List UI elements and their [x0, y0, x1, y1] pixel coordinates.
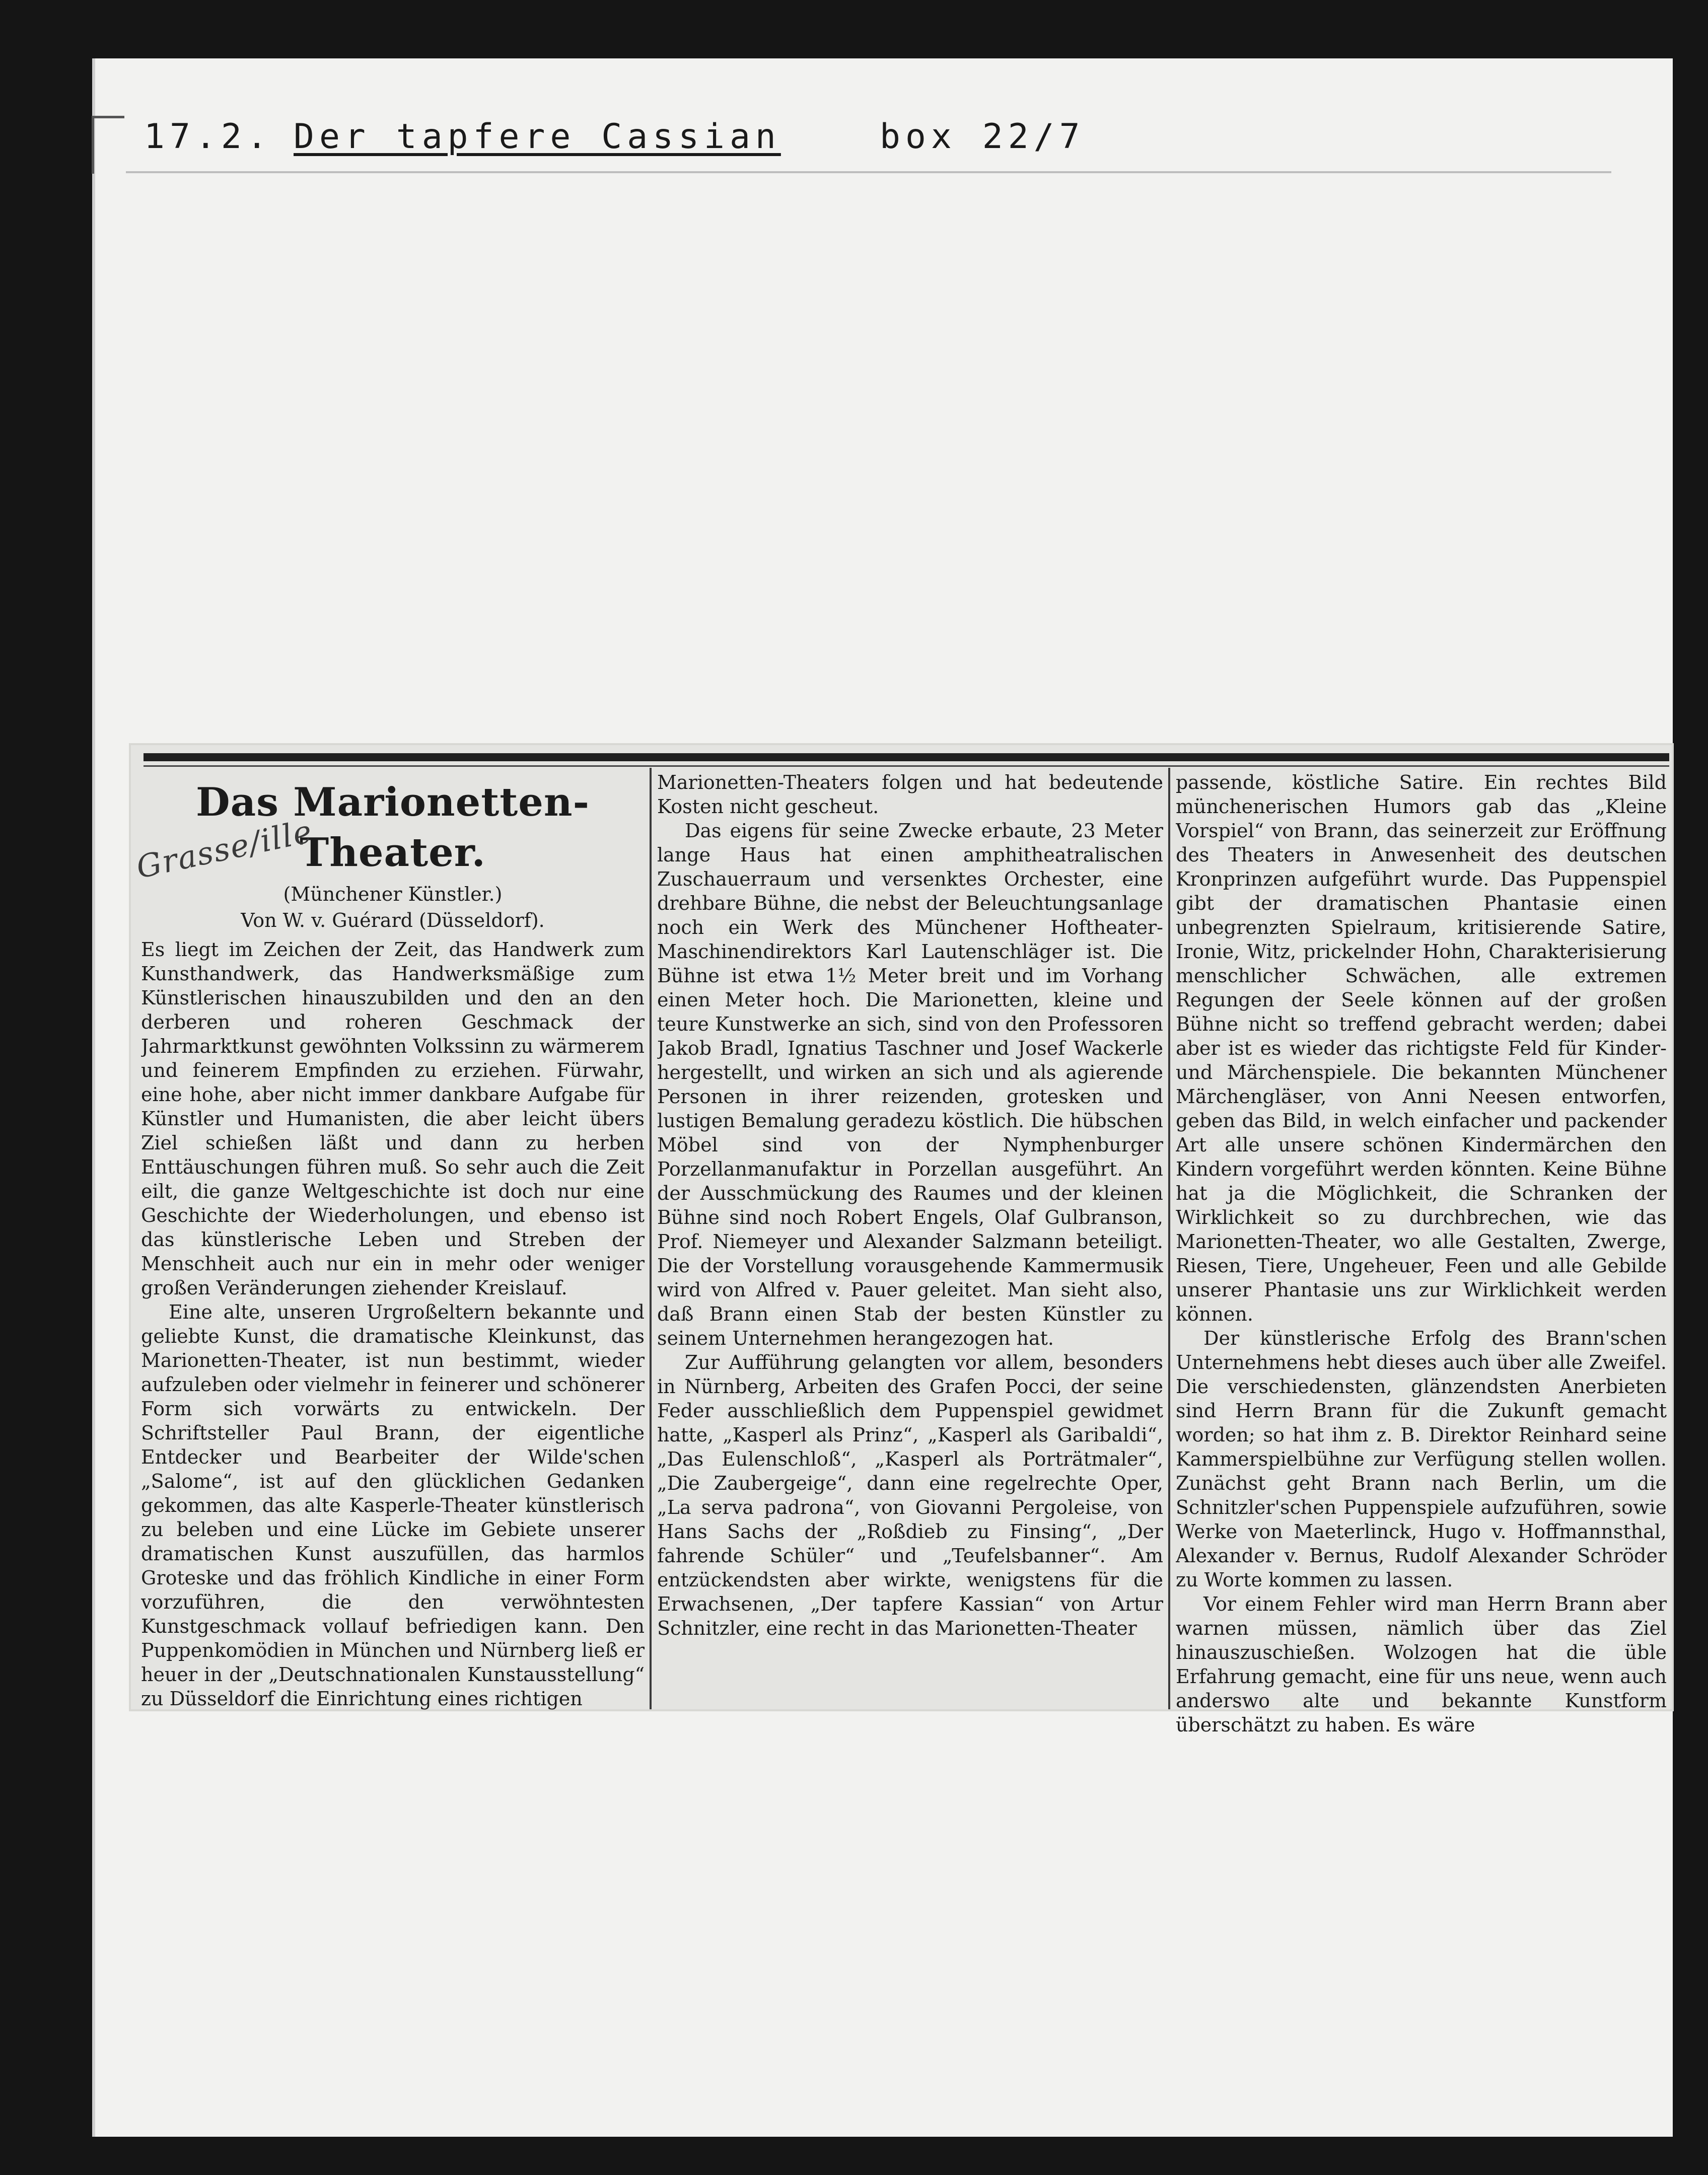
corner-mark: [92, 116, 124, 174]
paragraph: Der künstlerische Erfolg des Brann'schen Unternehmens hebt dieses auch über alle Zweifel. Die verschiedensten, glänzendsten Anerbieten sind Herrn Brann für die Zukunft gemacht worden; so hat ihm z. B. Direktor Reinhard seine Kammerspielbühne zur Verfügung stellen wollen. Zunächst geht Brann nach Berlin, um die Schnitzler'schen Puppenspiele aufzuführen, sowie Werke von Maeterlinck, Hugo v. Hoffmannsthal, Alexander v. Bernus, Rudolf Alexander Schröder zu Worte kommen zu lassen.: [1176, 1327, 1667, 1591]
newspaper-clipping: [131, 745, 1672, 1736]
paragraph: Das eigens für seine Zwecke erbaute, 23 Meter lange Haus hat einen amphitheatralischen Zuschauerraum und versenktes Orchester, eine drehbare Bühne, die nebst der Beleuchtungsanlage noch ein Werk des Münchener Hoftheater-Maschinendirektors Karl Lautenschläger ist. Die Bühne ist etwa 1½ Meter breit und im Vorhang einen Meter hoch. Die Marionetten, kleine und teure Kunstwerke an sich, sind von den Professoren Jakob Bradl, Ignatius Taschner und Josef Wackerle hergestellt, und wirken an sich und als agierende Personen in ihrer reizenden, grotesken und lustigen Bemalung geradezu köstlich. Die hübschen Möbel sind von der Nymphenburger Porzellanmanufaktur in Porzellan ausgeführt. An der Ausschmückung des Raumes und der kleinen Bühne sind noch Robert Engels, Olaf Gulbranson, Prof. Niemeyer und Alexander Salzmann beteiligt. Die der Vorstellung vorausgehende Kammermusik wird von Alfred v. Pauer geleitet. Man sieht also, daß Brann einen Stab der besten Künstler zu seinem Unternehmen herangezogen hat.: [657, 820, 1163, 1349]
column-divider: [1168, 768, 1170, 1709]
header-divider: [126, 171, 1611, 173]
paragraph: Zur Aufführung gelangten vor allem, besonders in Nürnberg, Arbeiten des Grafen Pocci, der seine Feder ausschließlich dem Puppenspiel gewidmet hatte, „Kasperl als Prinz“, „Kasperl als Garibaldi“, „Das Eulenschloß“, „Kasperl als Porträtmaler“, „Die Zaubergeige“, dann eine regelrechte Oper, „La serva padrona“, von Giovanni Pergoleise, von Hans Sachs der „Roßdieb zu Finsing“, „Der fahrende Schüler“ und „Teufelsbanner“. Am entzückendsten aber wirkte, wenigstens für die Erwachsenen, „Der tapfere Kassian“ von Artur Schnitzler, eine recht in das Marionetten-Theater: [657, 1351, 1163, 1639]
header-title: Der tapfere Cassian: [294, 117, 781, 157]
header-box-label: box 22/7: [880, 117, 1085, 157]
handwritten-annotation: Grasse/ille: [133, 812, 316, 886]
header-number: 17.2.: [144, 117, 272, 157]
article-byline: Von W. v. Guérard (Düsseldorf).: [241, 909, 545, 931]
paragraph: Marionetten-Theaters folgen und hat bedeutende Kosten nicht gescheut.: [657, 771, 1163, 818]
column-divider: [650, 768, 652, 1709]
article-subtitle: (Münchener Künstler.): [283, 883, 503, 905]
paragraph: Vor einem Fehler wird man Herrn Brann aber warnen müssen, nämlich über das Ziel hinauszuschießen. Wolzogen hat die üble Erfahrung gemacht, eine für uns neue, wenn auch anderswo alte und bekannte Kunstform überschätzt zu haben. Es wäre: [1176, 1593, 1667, 1736]
article-title: Das Marionetten-Theater.: [196, 779, 590, 876]
article-column-2: [657, 770, 1163, 1640]
article-column-3: [1176, 770, 1667, 1737]
clipping-top-rule-thin: [144, 765, 1669, 767]
paragraph: Eine alte, unseren Urgroßeltern bekannte und geliebte Kunst, die dramatische Kleinkunst, das Marionetten-Theater, ist nun bestimmt, wieder aufzuleben oder vielmehr in feinerer und schönerer Form sich vorwärts zu entwickeln. Der Schriftsteller Paul Brann, der eigentliche Entdecker und Bearbeiter der Wilde'schen „Salome“, ist auf den glücklichen Gedanken gekommen, das alte Kasperle-Theater künstlerisch zu beleben und eine Lücke im Gebiete unserer dramatischen Kunst auszufüllen, das harmlos Groteske und das fröhlich Kindliche in einer Form vorzuführen, die den verwöhntesten Kunstgeschmack vollauf befriedigen kann. Den Puppenkomödien in München und Nürnberg ließ er heuer in der „Deutschnationalen Kunstausstellung“ zu Düsseldorf die Einrichtung eines richtigen: [141, 1301, 645, 1710]
article-column-1: [141, 770, 645, 1711]
clipping-top-rule: [144, 753, 1669, 761]
paragraph: Es liegt im Zeichen der Zeit, das Handwerk zum Kunsthandwerk, das Handwerksmäßige zum Künstlerischen hinauszubilden und den an den derberen und roheren Geschmack der Jahrmarktkunst gewöhnten Volkssinn zu wärmerem und feinerem Empfinden zu erziehen. Fürwahr, eine hohe, aber nicht immer dankbare Aufgabe für Künstler und Humanisten, die aber leicht übers Ziel schießen läßt und dann zu herben Enttäuschungen führen muß. So sehr auch die Zeit eilt, die ganze Weltgeschichte ist doch nur eine Geschichte der Wiederholungen, und ebenso ist das künstlerische Leben und Streben der Menschheit auch nur ein in mehr oder weniger großen Veränderungen ziehender Kreislauf.: [141, 938, 645, 1299]
archive-header: [126, 117, 1586, 175]
paragraph: passende, köstliche Satire. Ein rechtes Bild münchenerischen Humors gab das „Kleine Vorspiel“ von Brann, das seinerzeit zur Eröffnung des Theaters in Anwesenheit des deutschen Kronprinzen aufgeführt wurde. Das Puppenspiel gibt der dramatischen Phantasie einen unbegrenzten Spielraum, kritisierende Satire, Ironie, Witz, prickelnder Hohn, Charakterisierung menschlicher Schwächen, alle extremen Regungen der Seele können auf der großen Bühne nicht so treffend gebracht werden; dabei aber ist es wieder das richtigste Feld für Kinder- und Märchenspiele. Die bekannten Münchener Märchengläser, von Anni Neesen entworfen, geben das Bild, in welch einfacher und packender Art alle unsere schönen Kindermärchen den Kindern vorgeführt werden könnten. Keine Bühne hat ja die Möglichkeit, die Schranken der Wirklichkeit so zu durchbrechen, wie das Marionetten-Theater, wo alle Gestalten, Zwerge, Riesen, Tiere, Ungeheuer, Feen und alle Gebilde unserer Phantasie uns zur Wirklichkeit werden können.: [1176, 771, 1667, 1325]
